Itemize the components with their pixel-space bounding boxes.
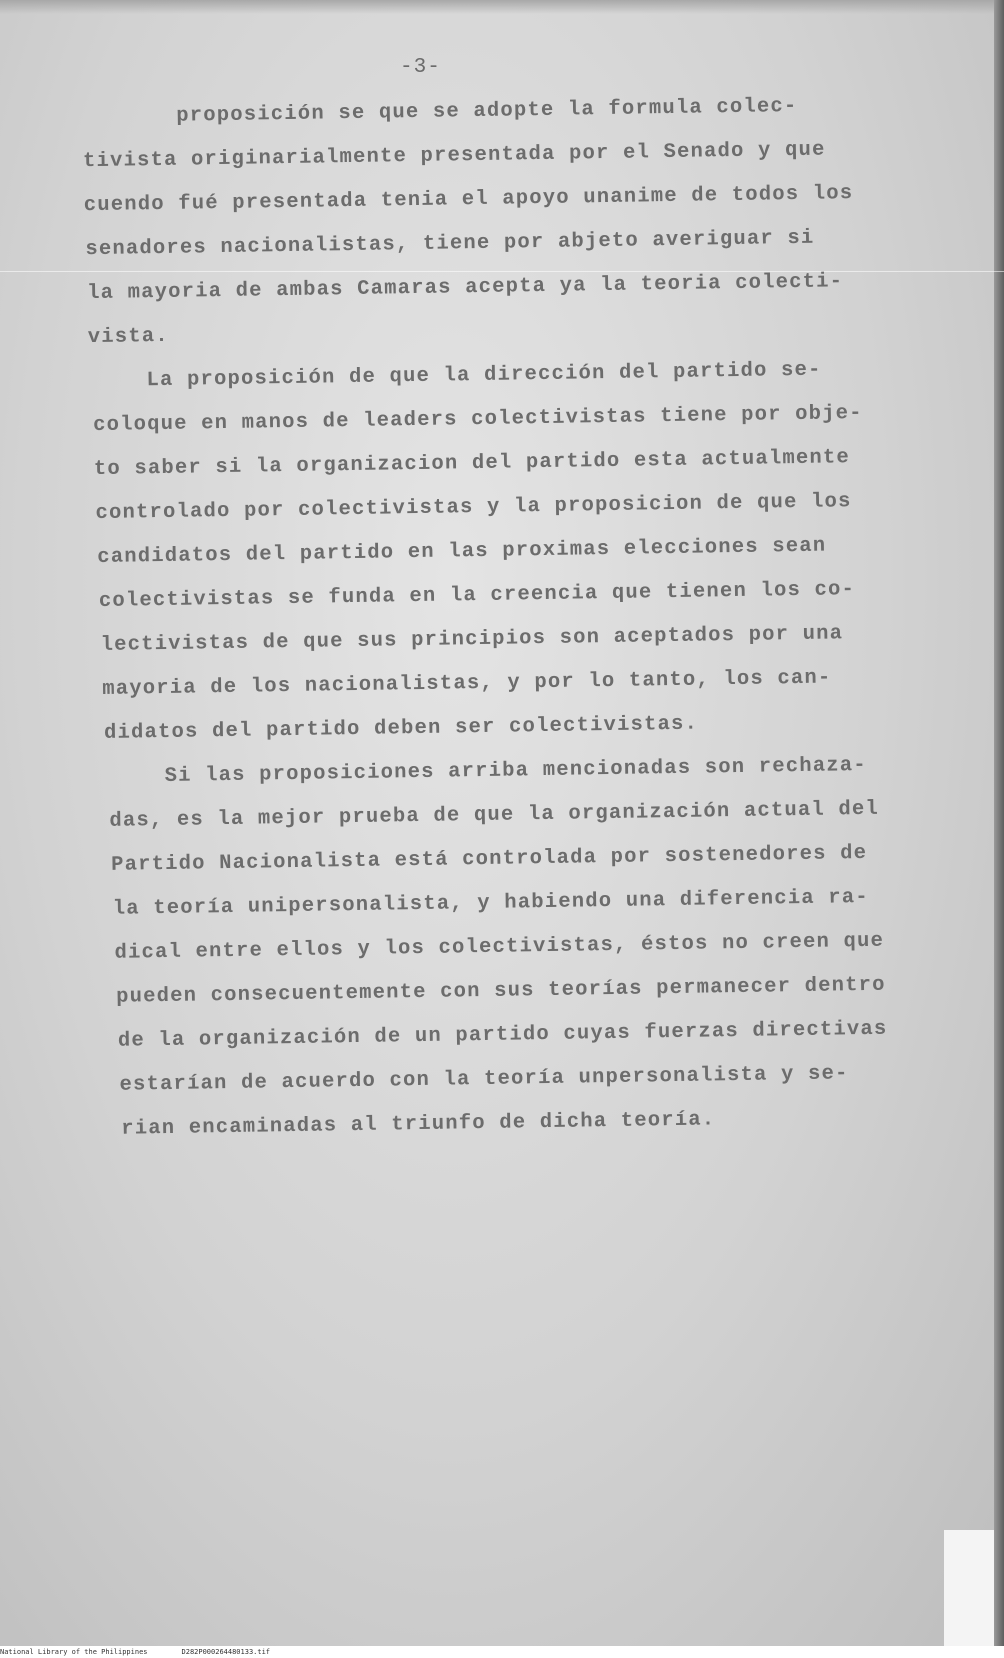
text-line: la teoría unipersonalista, y habiendo una diferencia ra- (112, 885, 870, 921)
page-number: -3- (400, 56, 441, 79)
text-line: didatos del partido deben ser colectivistas. (103, 712, 699, 745)
text-line: controlado por colectivistas y la proposicion de que los (95, 490, 852, 526)
text-line: coloque en manos de leaders colectivistas tiene por obje- (93, 401, 863, 438)
text-line: estarían de acuerdo con la teoría unpersonalista y se- (119, 1062, 849, 1097)
footer-library: National Library of the Philippines (0, 1648, 148, 1656)
text-line: pueden consecuentemente con sus teorías permanecer dentro (116, 973, 886, 1009)
text-line: lectivistas de que sus principios son aceptados por una (100, 622, 844, 657)
text-line: to saber si la organizacion del partido esta actualmente (93, 446, 851, 482)
text-line: dical entre ellos y los colectivistas, éstos no creen que (114, 929, 885, 965)
scan-footer (0, 1646, 1004, 1658)
text-line: Si las proposiciones arriba mencionadas son rechaza- (164, 753, 867, 788)
text-line: La proposición de que la dirección del partido se- (146, 358, 822, 393)
text-line: proposición se que se adopte la formula colec- (176, 94, 798, 128)
text-line: mayoria de los nacionalistas, y por lo tanto, los can- (102, 666, 832, 701)
text-line: senadores nacionalistas, tiene por abjeto averiguar si (85, 226, 815, 262)
text-line: rian encaminadas al triunfo de dicha teoría. (121, 1108, 716, 1141)
text-line: candidatos del partido en las proximas elecciones sean (97, 534, 827, 570)
footer-filename: D282P000264480133.tif (181, 1648, 271, 1656)
text-line: cuendo fué presentada tenia el apoyo unanime de todos los (83, 182, 854, 218)
text-line: Partido Nacionalista está controlada por sostenedores de (110, 841, 868, 877)
text-line: colectivistas se funda en la creencia que tienen los co- (98, 578, 856, 613)
text-line: tivista originarialmente presentada por el Senado y que (82, 138, 826, 174)
text-line: vista. (87, 324, 170, 350)
text-line: la mayoria de ambas Camaras acepta ya la teoria colecti- (86, 270, 844, 306)
text-line: das, es la mejor prueba de que la organización actual del (109, 797, 880, 833)
text-line: de la organización de un partido cuyas fuerzas directivas (117, 1017, 888, 1053)
